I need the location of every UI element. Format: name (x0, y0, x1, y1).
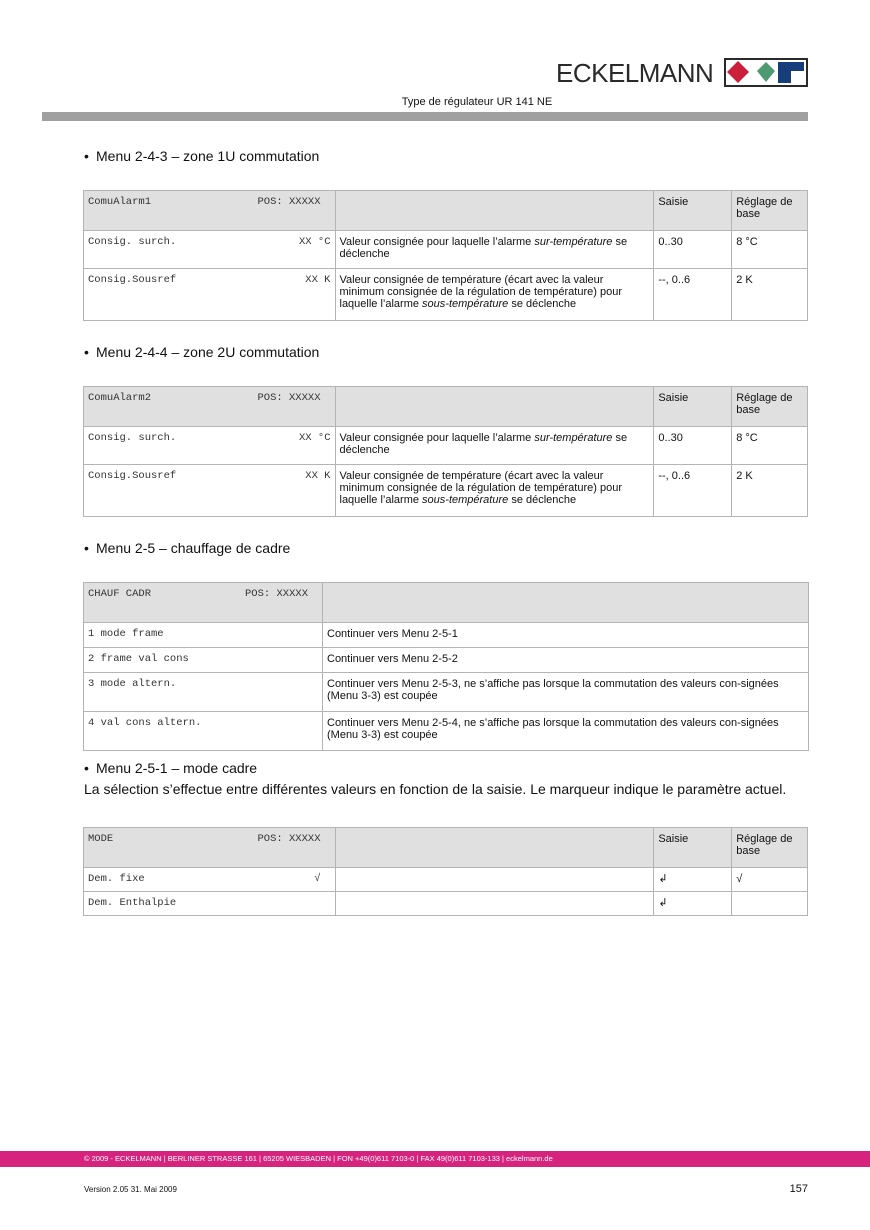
section-heading-2-4-4: • Menu 2-4-4 – zone 2U commutation (84, 344, 320, 360)
version-info: Version 2.05 31. Mai 2009 (84, 1185, 177, 1194)
table-row: 2 frame val cons Continuer vers Menu 2-5-2 (84, 648, 809, 673)
menu-table-2-5-1 (83, 827, 808, 916)
menu-table-2-5 (83, 582, 809, 751)
menu-table-2-4-3 (83, 190, 808, 321)
section-paragraph: La sélection s’effectue entre différentes valeurs en fonction de la saisie. Le marqueur indique le paramètre actuel. (84, 781, 787, 797)
table-row: Dem. fixe √ ↲ √ (84, 868, 808, 892)
page-number: 157 (789, 1183, 808, 1195)
header-divider (42, 112, 808, 121)
table-header-row: MODE POS: XXXXX Saisie Réglage de base (84, 828, 808, 868)
document-type: Type de régulateur UR 141 NE (401, 96, 553, 108)
table-header-row: ComuAlarm1 POS: XXXXX Saisie Réglage de base (84, 191, 808, 231)
section-heading-2-5-1: • Menu 2-5-1 – mode cadre (84, 760, 258, 776)
checkmark-icon: √ (736, 873, 743, 885)
footer-copyright: © 2009 - ECKELMANN | BERLINER STRASSE 161 | 65205 WIESBADEN | FON +49(0)611 7103-0 | FAX 49(0)611 7103-133 | eckelmann.de (84, 1154, 553, 1163)
checkmark-icon: √ (314, 873, 321, 885)
enter-icon: ↲ (658, 873, 668, 885)
table-header-row: CHAUF CADR POS: XXXXX (84, 583, 809, 623)
menu-table-2-4-4 (83, 386, 808, 517)
enter-icon: ↲ (658, 897, 668, 909)
table-row: Consig. surch. XX °C Valeur consignée pour laquelle l’alarme sur-température se déclenche 0..30 8 °C (84, 231, 808, 269)
eckelmann-logo-icon (724, 58, 808, 87)
table-row: Dem. Enthalpie ↲ (84, 892, 808, 916)
table-header-row: ComuAlarm2 POS: XXXXX Saisie Réglage de base (84, 387, 808, 427)
table-row: 4 val cons altern. Continuer vers Menu 2-5-4, ne s’affiche pas lorsque la commutation des valeurs con-signées (Menu 3-3) est coupée (84, 712, 809, 751)
section-heading-2-5: • Menu 2-5 – chauffage de cadre (84, 540, 291, 556)
table-row: 3 mode altern. Continuer vers Menu 2-5-3, ne s’affiche pas lorsque la commutation des valeurs con-signées (Menu 3-3) est coupée (84, 673, 809, 712)
table-row: Consig.Sousref XX K Valeur consignée de température (écart avec la valeur minimum consignée de la régulation de température) pour laquelle l’alarme sous-température se déclenche --, 0..6 2 K (84, 269, 808, 321)
table-row: Consig.Sousref XX K Valeur consignée de température (écart avec la valeur minimum consignée de la régulation de température) pour laquelle l’alarme sous-température se déclenche --, 0..6 2 K (84, 465, 808, 517)
section-heading-2-4-3: • Menu 2-4-3 – zone 1U commutation (84, 148, 320, 164)
table-row: 1 mode frame Continuer vers Menu 2-5-1 (84, 623, 809, 648)
brand-name: ECKELMANN (556, 58, 714, 88)
table-row: Consig. surch. XX °C Valeur consignée pour laquelle l’alarme sur-température se déclenche 0..30 8 °C (84, 427, 808, 465)
